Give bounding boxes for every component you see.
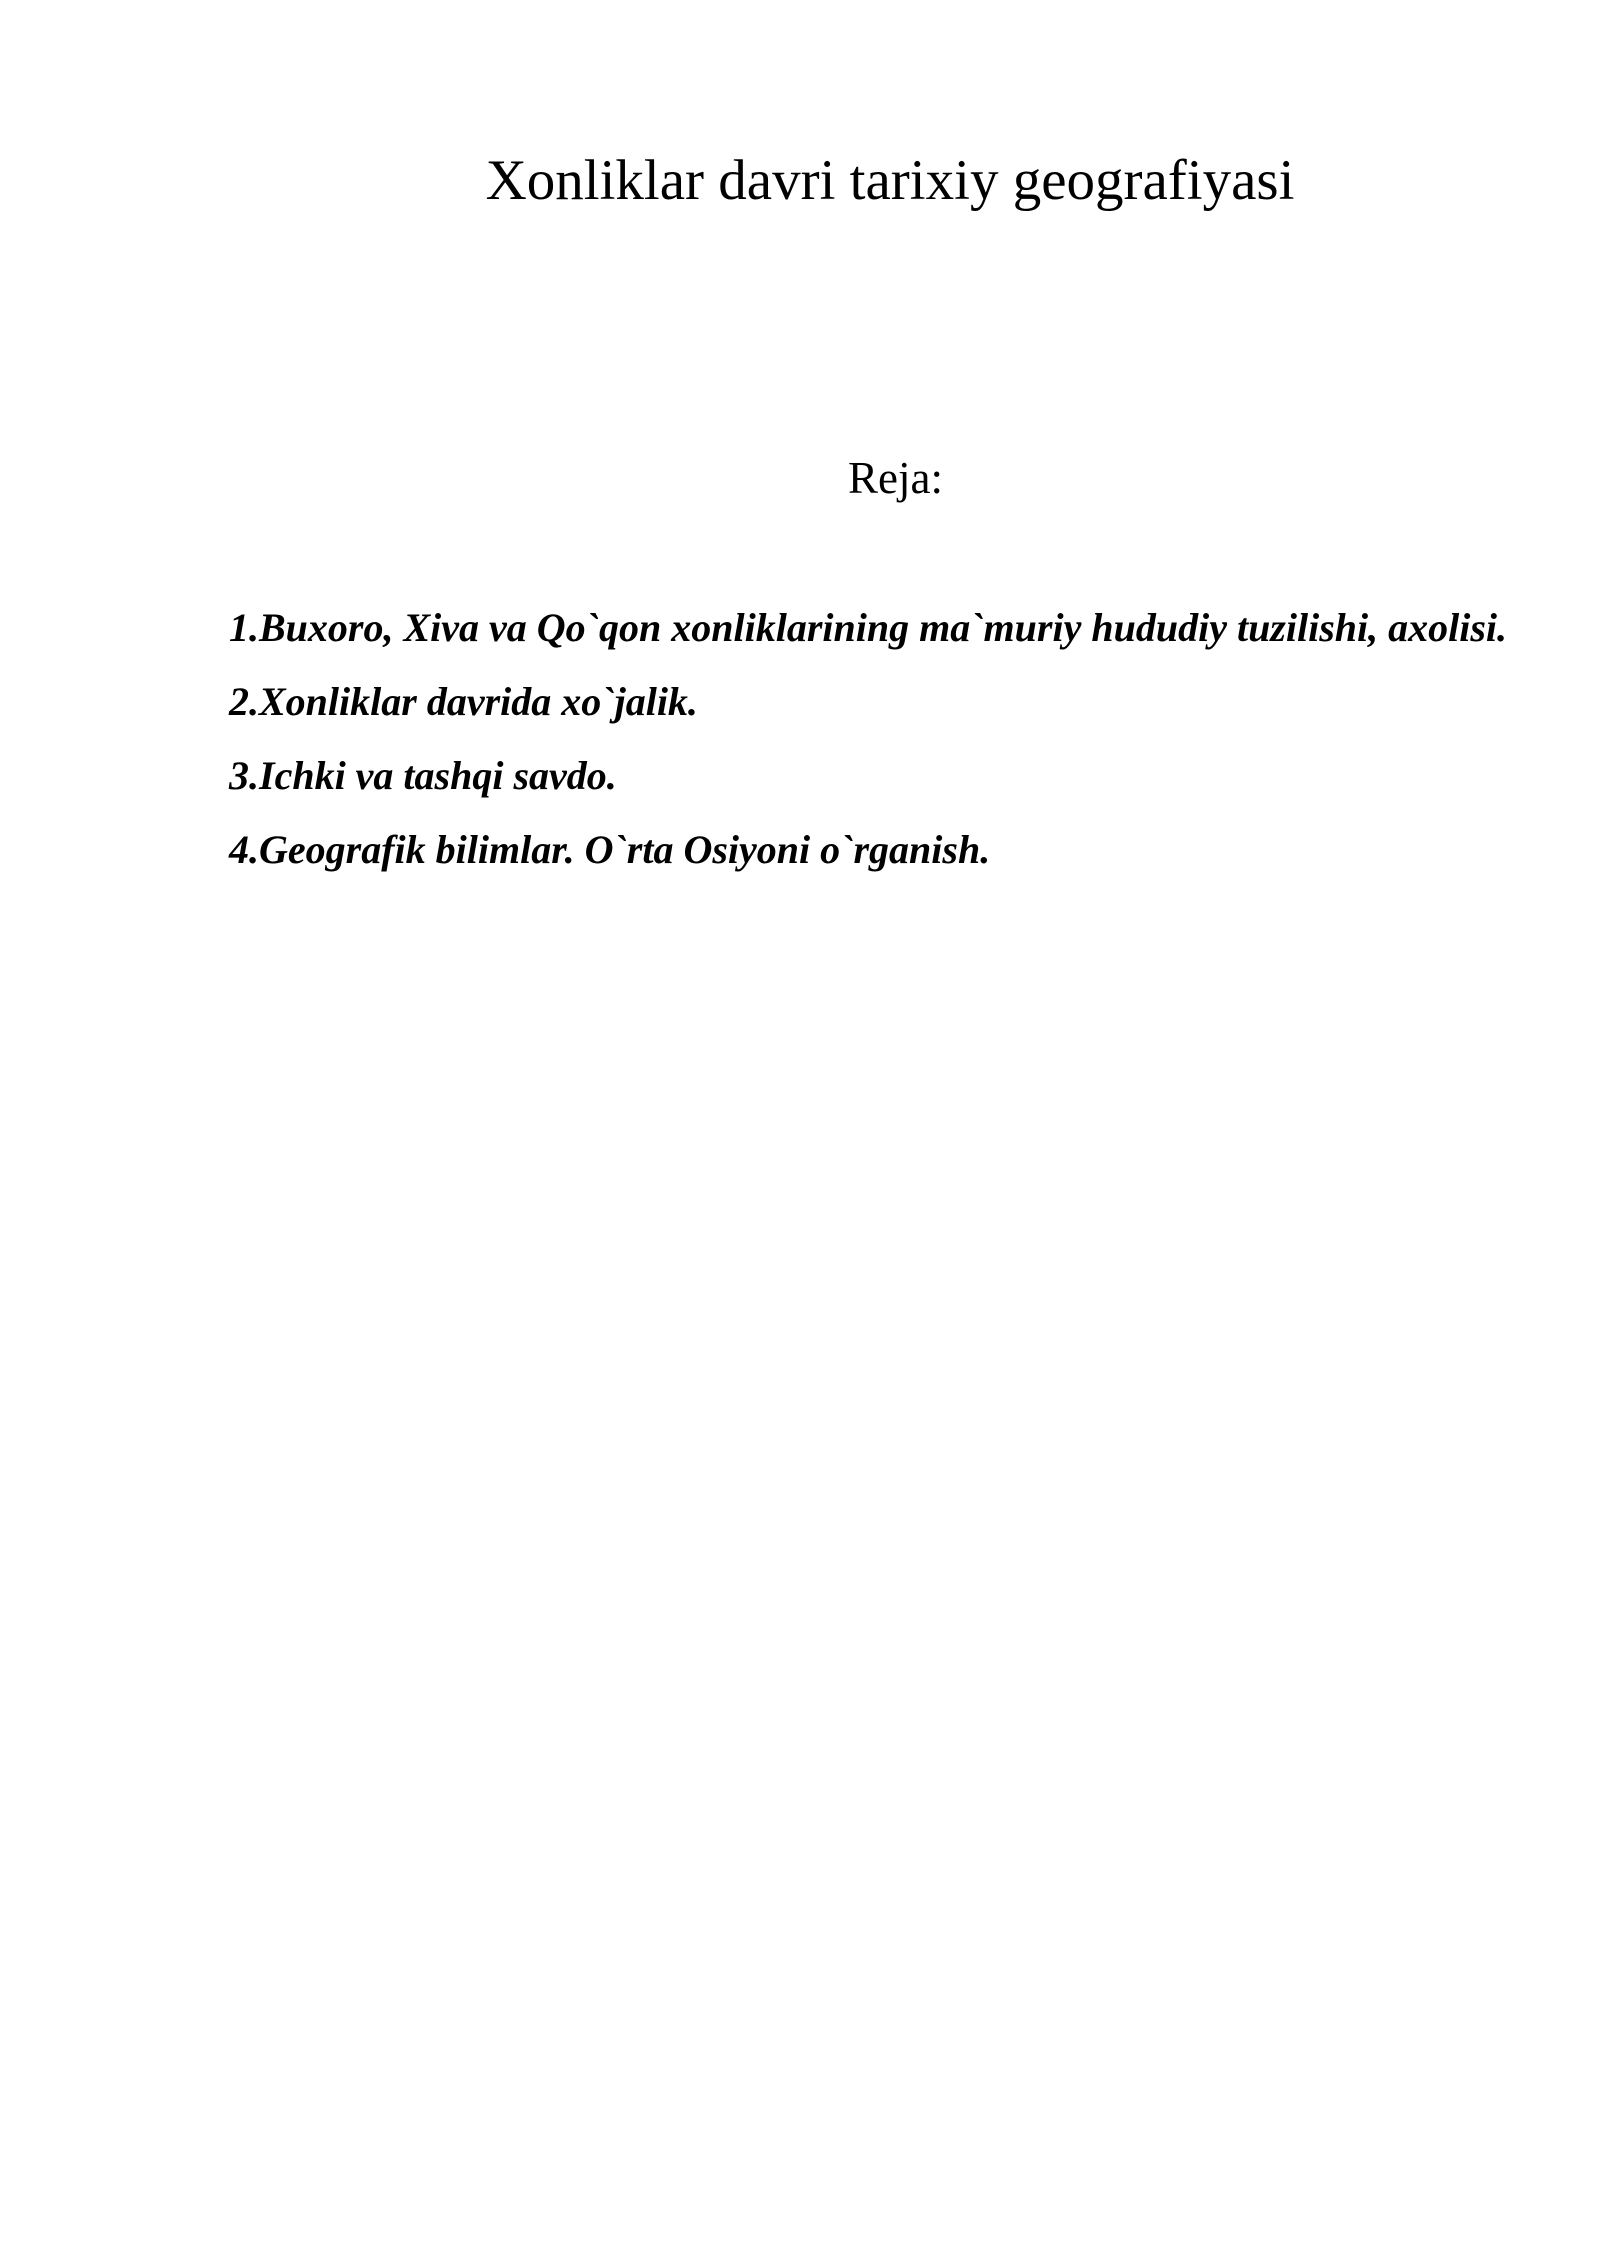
plan-item-1: 1.Buxoro, Xiva va Qo`qon xonliklarining ma`muriy hududiy tuzilishi, axolisi.	[229, 605, 1508, 650]
plan-item-4: 4.Geografik bilimlar. O`rta Osiyoni o`rganish.	[229, 827, 991, 872]
plan-item-3: 3.Ichki va tashqi savdo.	[229, 753, 617, 798]
plan-item-2: 2.Xonliklar davrida xo`jalik.	[229, 679, 698, 724]
plan-list	[229, 591, 1519, 887]
document-title: Xonliklar davri tarixiy geografiyasi	[485, 149, 1295, 212]
plan-heading: Reja:	[848, 453, 943, 503]
